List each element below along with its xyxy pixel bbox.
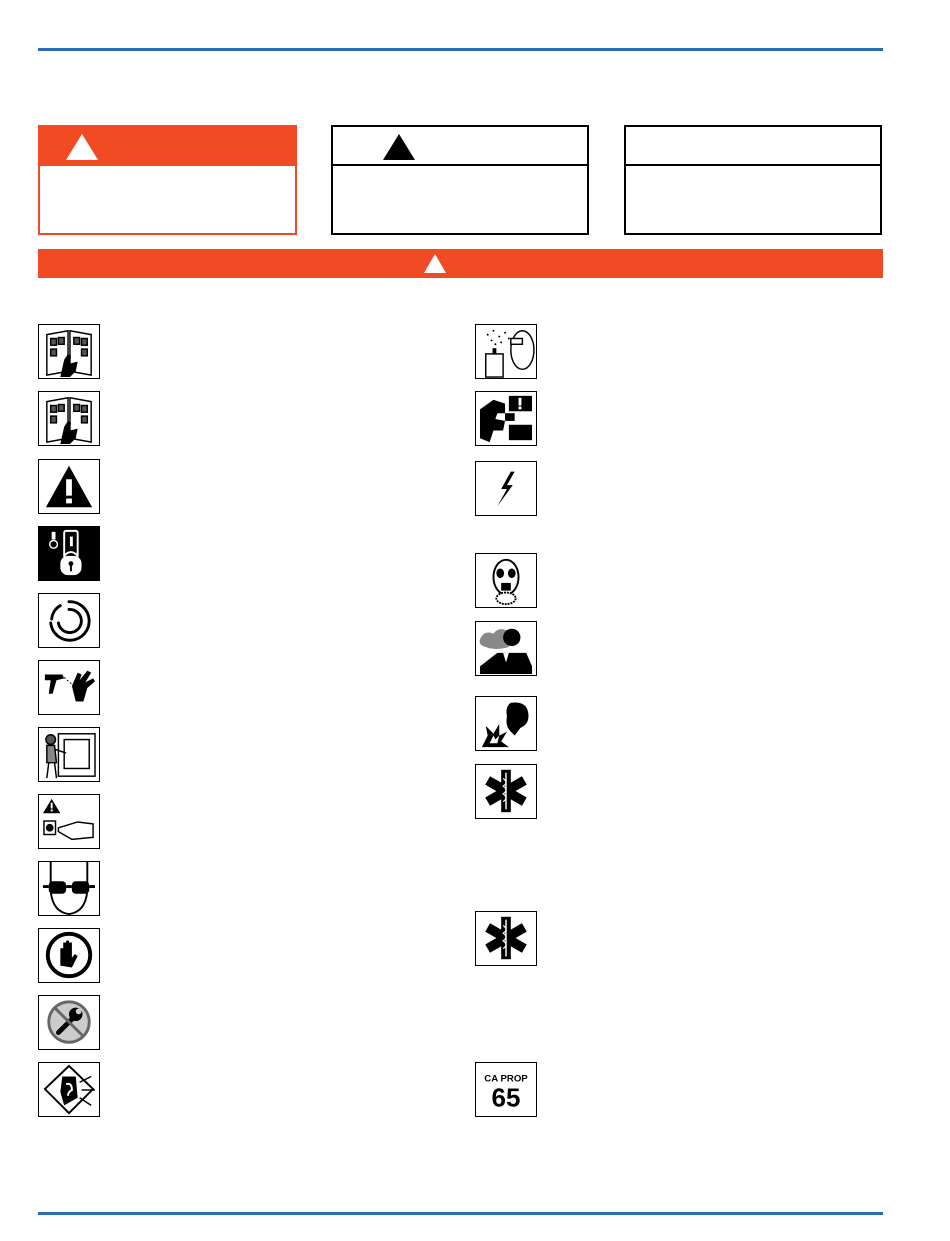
spray-mist-face-icon (475, 324, 537, 379)
qualified-service-icon (38, 727, 100, 782)
rotating-parts-icon (38, 593, 100, 648)
read-manual-icon (38, 391, 100, 446)
read-manual-icon (38, 324, 100, 379)
notice-signal-box (624, 125, 882, 235)
warning-triangle-icon (64, 132, 100, 162)
electrical-hazard-icon (475, 461, 537, 516)
stop-hand-icon (38, 928, 100, 983)
prop65-line2: 65 (491, 1082, 521, 1113)
danger-banner (38, 249, 883, 278)
danger-header (40, 127, 295, 166)
warning-triangle-icon (423, 253, 447, 274)
medical-star-icon (475, 911, 537, 966)
prop65-line1: CA PROP (484, 1073, 528, 1085)
bottom-rule (38, 1212, 883, 1215)
ca-prop-65-icon (475, 1062, 537, 1117)
danger-signal-box (38, 125, 297, 235)
pinch-point-hand-icon (475, 391, 537, 446)
respirator-mask-icon (475, 553, 537, 608)
safety-glasses-icon (38, 861, 100, 916)
top-rule (38, 48, 883, 51)
warning-signal-box (331, 125, 589, 235)
notice-header (626, 127, 880, 166)
medical-star-icon (475, 764, 537, 819)
no-tools-icon (38, 995, 100, 1050)
button-press-warning-icon (38, 794, 100, 849)
explosion-hazard-icon (475, 696, 537, 751)
spray-injection-icon (38, 660, 100, 715)
lockout-tagout-icon (38, 526, 100, 581)
warning-header (333, 127, 587, 166)
warning-triangle-icon (381, 132, 417, 162)
general-warning-icon (38, 459, 100, 514)
hearing-protection-icon (38, 1062, 100, 1117)
toxic-fumes-icon (475, 621, 537, 676)
